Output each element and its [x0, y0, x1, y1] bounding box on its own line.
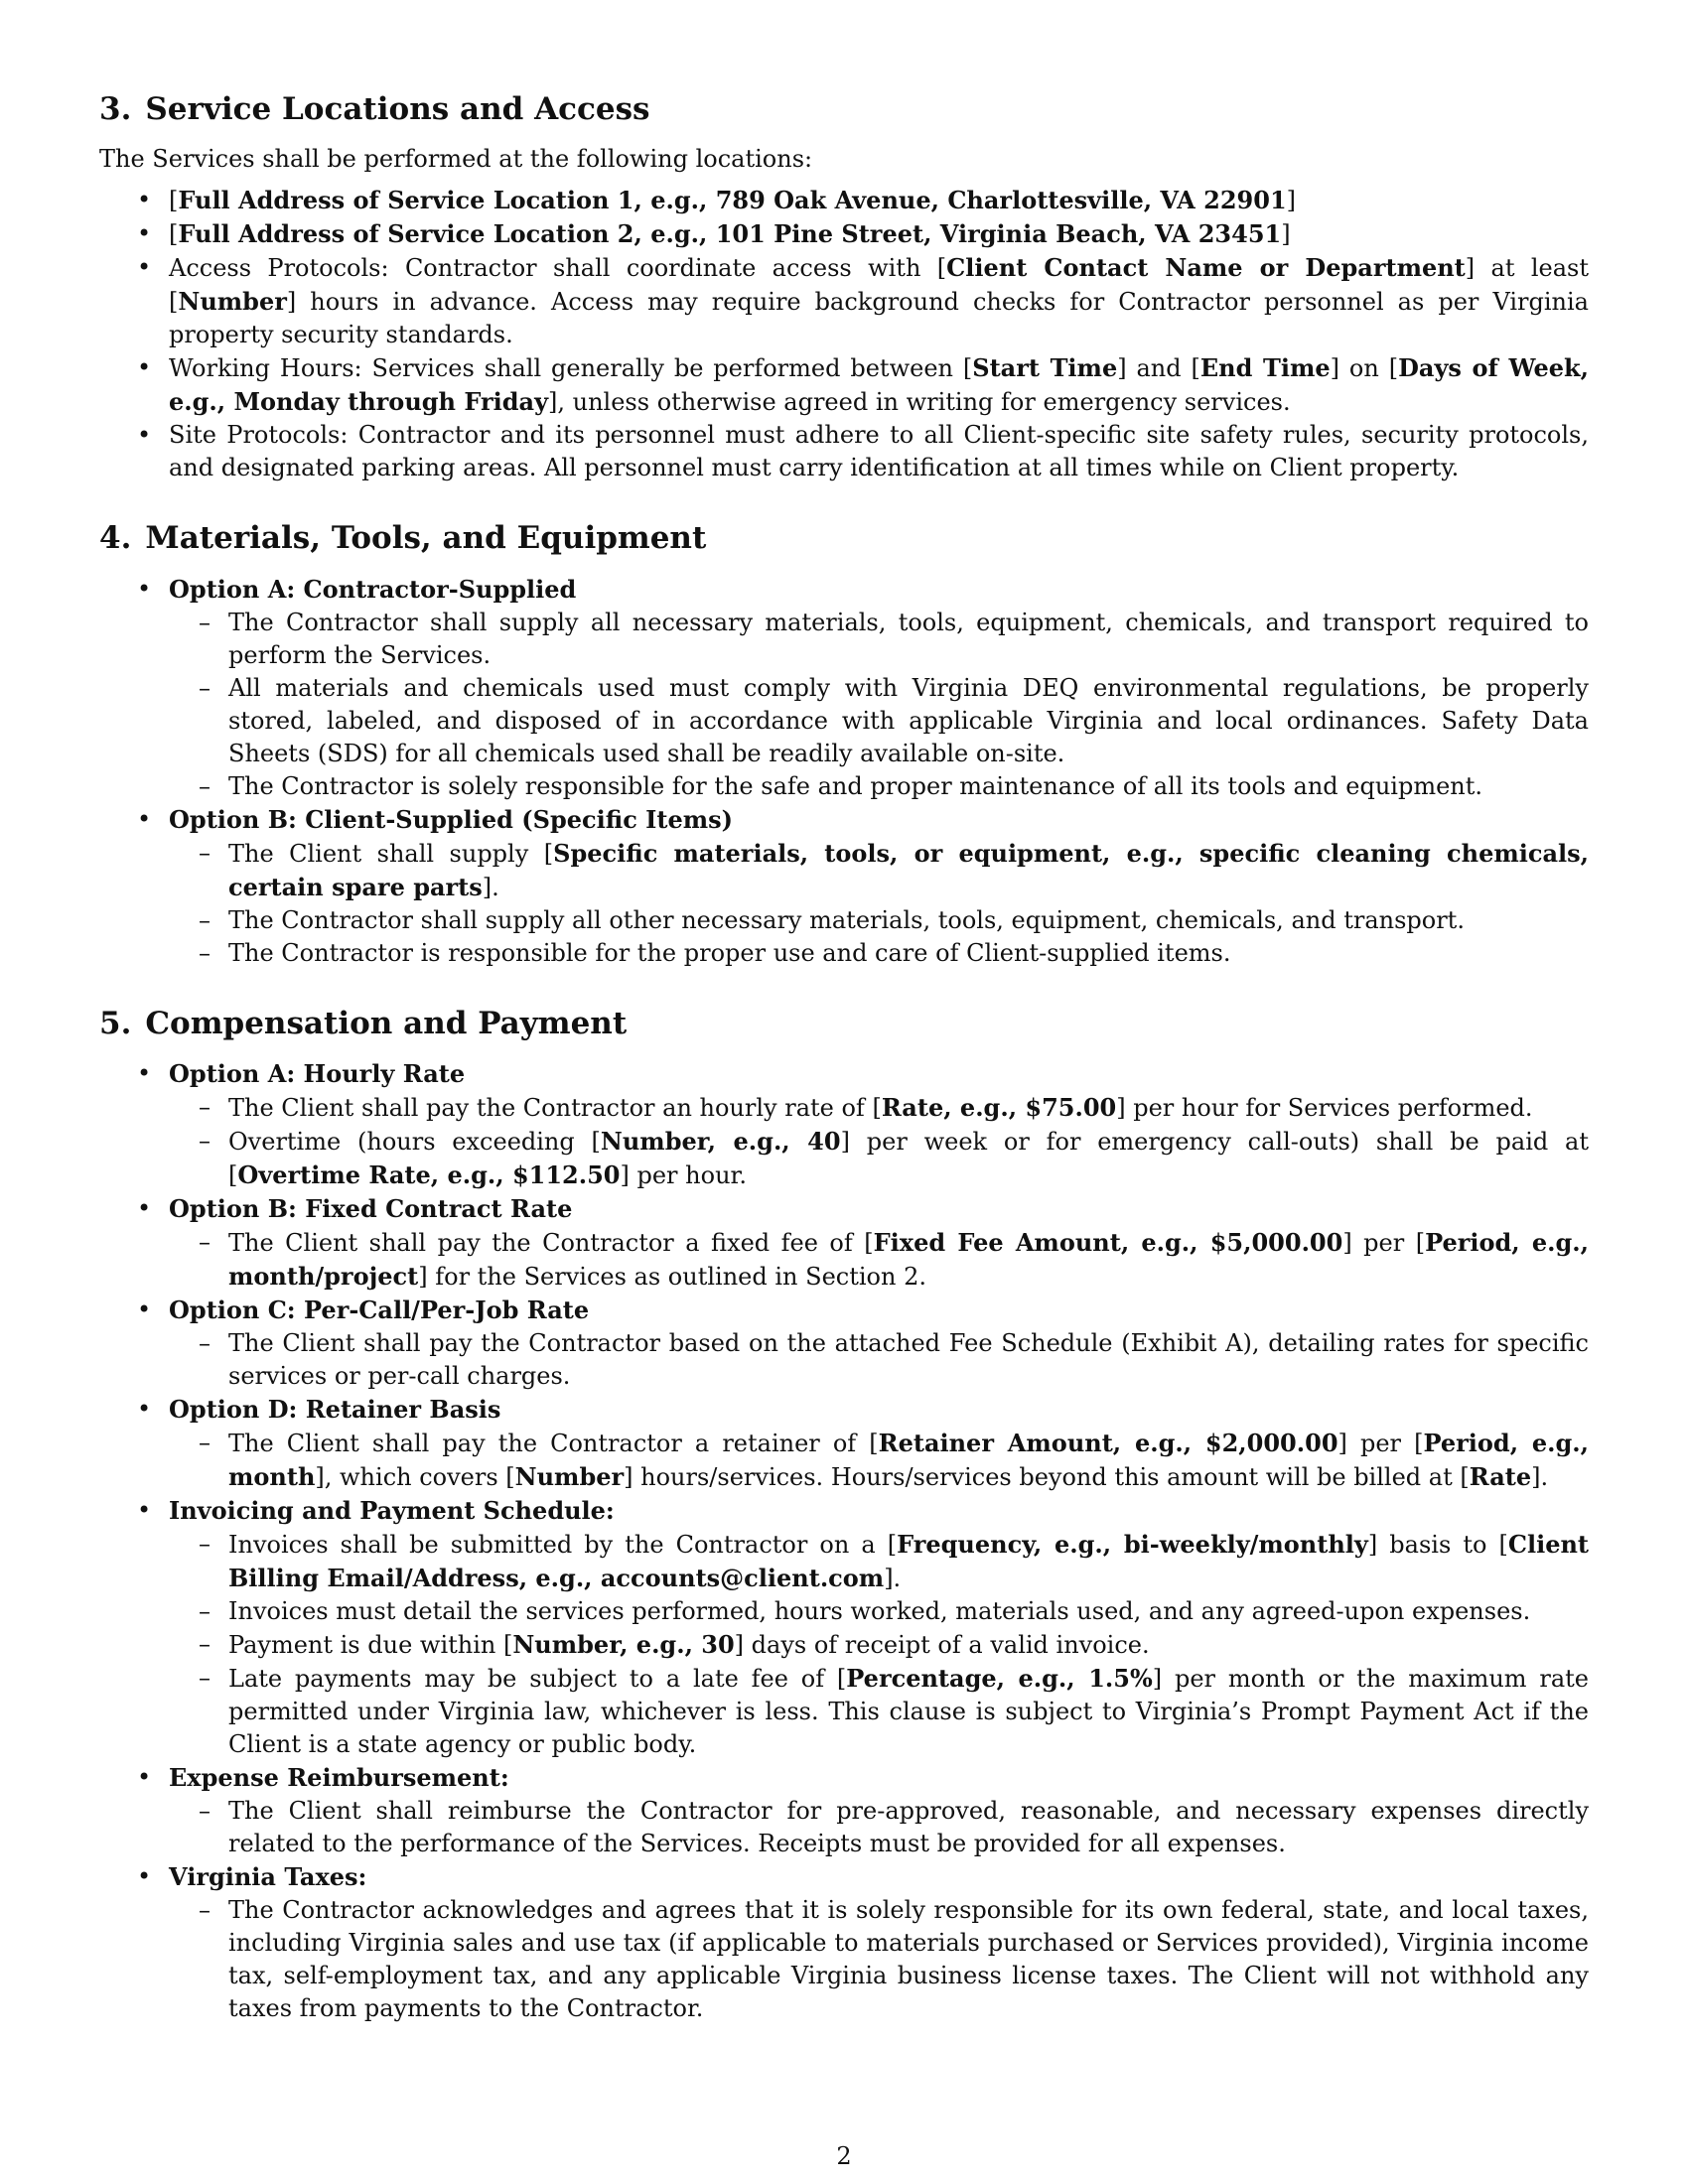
sub-list-item: – Invoices shall be submitted by the Contractor on a [Frequency, e.g., bi-weekly/monthly] basis to [Client Billing Email/Address, e.g., accounts@client.com].	[169, 1528, 1589, 1595]
location-list	[99, 184, 1589, 484]
list-item: • Working Hours: Services shall generally be performed between [Start Time] and [End Time] on [Days of Week, e.g., Monday through Friday], unless otherwise agreed in writing for emergency services.	[99, 351, 1589, 419]
sub-list	[169, 1795, 1589, 1860]
document-page	[99, 89, 1589, 2025]
sub-list-item: – The Client shall supply [Specific materials, tools, or equipment, e.g., specific cleaning chemicals, certain spare parts].	[169, 837, 1589, 904]
sub-list	[169, 1427, 1589, 1494]
sub-list	[169, 1226, 1589, 1294]
list-item: • Option D: Retainer Basis – The Client shall pay the Contractor a retainer of [Retainer Amount, e.g., $2,000.00] per [Period, e.g., month], which covers [Number] hours/services. Hours/services beyond this amount will be billed at [Rate].	[99, 1393, 1589, 1494]
page-number: 2	[836, 2142, 852, 2170]
sub-list-item: – The Client shall pay the Contractor based on the attached Fee Schedule (Exhibit A), detailing rates for specific services or per-call charges.	[169, 1327, 1589, 1393]
section-heading: 3. Service Locations and Access	[99, 91, 650, 127]
list-item: • Access Protocols: Contractor shall coordinate access with [Client Contact Name or Department] at least [Number] hours in advance. Access may require background checks for Contractor personnel as per Virginia property security standards.	[99, 251, 1589, 351]
sub-list	[169, 1528, 1589, 1761]
sub-list-item: – All materials and chemicals used must comply with Virginia DEQ environmental regulations, be properly stored, labeled, and disposed of in accordance with applicable Virginia and local ordinances. Safety Data Sheets (SDS) for all chemicals used shall be readily available on-site.	[169, 672, 1589, 770]
sub-list-item: – The Contractor shall supply all other necessary materials, tools, equipment, chemicals, and transport.	[169, 904, 1589, 937]
sub-list	[169, 1091, 1589, 1192]
sub-list	[169, 1894, 1589, 2025]
list-item: • Invoicing and Payment Schedule: – Invoices shall be submitted by the Contractor on a [Frequency, e.g., bi-weekly/monthly] basis to [Client Billing Email/Address, e.g., accounts@client.com]. – Invoices must detail the services performed, hours worked, materials used, and any agreed-upon expenses. – Payment is due within [Number, e.g., 30] days of receipt of a valid invoice. – Late payments may be subject to a late fee of [Percentage, e.g., 1.5%] per month or the maximum rate permitted under Virginia law, whichever is less. This clause is subject to Virginia’s Prompt Payment Act if the Client is a state agency or public body.	[99, 1494, 1589, 1761]
section-heading: 4. Materials, Tools, and Equipment	[99, 520, 707, 557]
sub-list-item: – Invoices must detail the services performed, hours worked, materials used, and any agreed-upon expenses.	[169, 1595, 1589, 1628]
sub-list-item: – The Client shall pay the Contractor a fixed fee of [Fixed Fee Amount, e.g., $5,000.00] per [Period, e.g., month/project] for the Services as outlined in Section 2.	[169, 1226, 1589, 1294]
list-item: • Expense Reimbursement: – The Client shall reimburse the Contractor for pre-approved, reasonable, and necessary expenses directly related to the performance of the Services. Receipts must be provided for all expenses.	[99, 1761, 1589, 1860]
sub-list	[169, 837, 1589, 970]
list-item: • Option A: Contractor-Supplied – The Contractor shall supply all necessary materials, tools, equipment, chemicals, and transport required to perform the Services. – All materials and chemicals used must comply with Virginia DEQ environmental regulations, be properly stored, labeled, and disposed of in accordance with applicable Virginia and local ordinances. Safety Data Sheets (SDS) for all chemicals used shall be readily available on-site. – The Contractor is solely responsible for the safe and proper maintenance of all its tools and equipment.	[99, 573, 1589, 803]
sub-list-item: – The Client shall pay the Contractor an hourly rate of [Rate, e.g., $75.00] per hour for Services performed.	[169, 1091, 1589, 1125]
section-3	[99, 89, 1589, 484]
sub-list-item: – Late payments may be subject to a late fee of [Percentage, e.g., 1.5%] per month or the maximum rate permitted under Virginia law, whichever is less. This clause is subject to Virginia’s Prompt Payment Act if the Client is a state agency or public body.	[169, 1662, 1589, 1761]
section-heading: 5. Compensation and Payment	[99, 1005, 628, 1041]
list-item: • Option B: Fixed Contract Rate – The Client shall pay the Contractor a fixed fee of [Fixed Fee Amount, e.g., $5,000.00] per [Period, e.g., month/project] for the Services as outlined in Section 2.	[99, 1192, 1589, 1294]
sub-list	[169, 1327, 1589, 1393]
list-item: • Option B: Client-Supplied (Specific Items) – The Client shall supply [Specific materials, tools, or equipment, e.g., specific cleaning chemicals, certain spare parts]. – The Contractor shall supply all other necessary materials, tools, equipment, chemicals, and transport. – The Contractor is responsible for the proper use and care of Client-supplied items.	[99, 803, 1589, 970]
list-item: • Option C: Per-Call/Per-Job Rate – The Client shall pay the Contractor based on the attached Fee Schedule (Exhibit A), detailing rates for specific services or per-call charges.	[99, 1294, 1589, 1393]
list-item: • Option A: Hourly Rate – The Client shall pay the Contractor an hourly rate of [Rate, e.g., $75.00] per hour for Services performed. – Overtime (hours exceeding [Number, e.g., 40] per week or for emergency call-outs) shall be paid at [Overtime Rate, e.g., $112.50] per hour.	[99, 1057, 1589, 1192]
list-item: • [Full Address of Service Location 2, e.g., 101 Pine Street, Virginia Beach, VA 23451]	[99, 217, 1589, 251]
list-item: • Site Protocols: Contractor and its personnel must adhere to all Client-specific site safety rules, security protocols, and designated parking areas. All personnel must carry identification at all times while on Client property.	[99, 419, 1589, 484]
sub-list-item: – The Contractor shall supply all necessary materials, tools, equipment, chemicals, and transport required to perform the Services.	[169, 607, 1589, 672]
list-item: • Virginia Taxes: – The Contractor acknowledges and agrees that it is solely responsible for its own federal, state, and local taxes, including Virginia sales and use tax (if applicable to materials purchased or Services provided), Virginia income tax, self-employment tax, and any applicable Virginia business license taxes. The Client will not withhold any taxes from payments to the Contractor.	[99, 1860, 1589, 2025]
sub-list-item: – The Client shall pay the Contractor a retainer of [Retainer Amount, e.g., $2,000.00] per [Period, e.g., month], which covers [Number] hours/services. Hours/services beyond this amount will be billed at [Rate].	[169, 1427, 1589, 1494]
section-5	[99, 1004, 1589, 2025]
sub-list-item: – The Client shall reimburse the Contractor for pre-approved, reasonable, and necessary expenses directly related to the performance of the Services. Receipts must be provided for all expenses.	[169, 1795, 1589, 1860]
sub-list-item: – The Contractor is solely responsible for the safe and proper maintenance of all its tools and equipment.	[169, 770, 1589, 803]
sub-list-item: – The Contractor is responsible for the proper use and care of Client-supplied items.	[169, 937, 1589, 970]
option-list	[99, 573, 1589, 970]
section-intro: The Services shall be performed at the following locations:	[99, 145, 813, 174]
sub-list-item: – The Contractor acknowledges and agrees that it is solely responsible for its own federal, state, and local taxes, including Virginia sales and use tax (if applicable to materials purchased or Services provided), Virginia income tax, self-employment tax, and any applicable Virginia business license taxes. The Client will not withhold any taxes from payments to the Contractor.	[169, 1894, 1589, 2025]
section-4	[99, 518, 1589, 969]
sub-list-item: – Overtime (hours exceeding [Number, e.g., 40] per week or for emergency call-outs) shall be paid at [Overtime Rate, e.g., $112.50] per hour.	[169, 1125, 1589, 1192]
option-list	[99, 1057, 1589, 2025]
list-item: • [Full Address of Service Location 1, e.g., 789 Oak Avenue, Charlottesville, VA 22901]	[99, 184, 1589, 217]
sub-list-item: – Payment is due within [Number, e.g., 30] days of receipt of a valid invoice.	[169, 1628, 1589, 1662]
sub-list	[169, 607, 1589, 803]
